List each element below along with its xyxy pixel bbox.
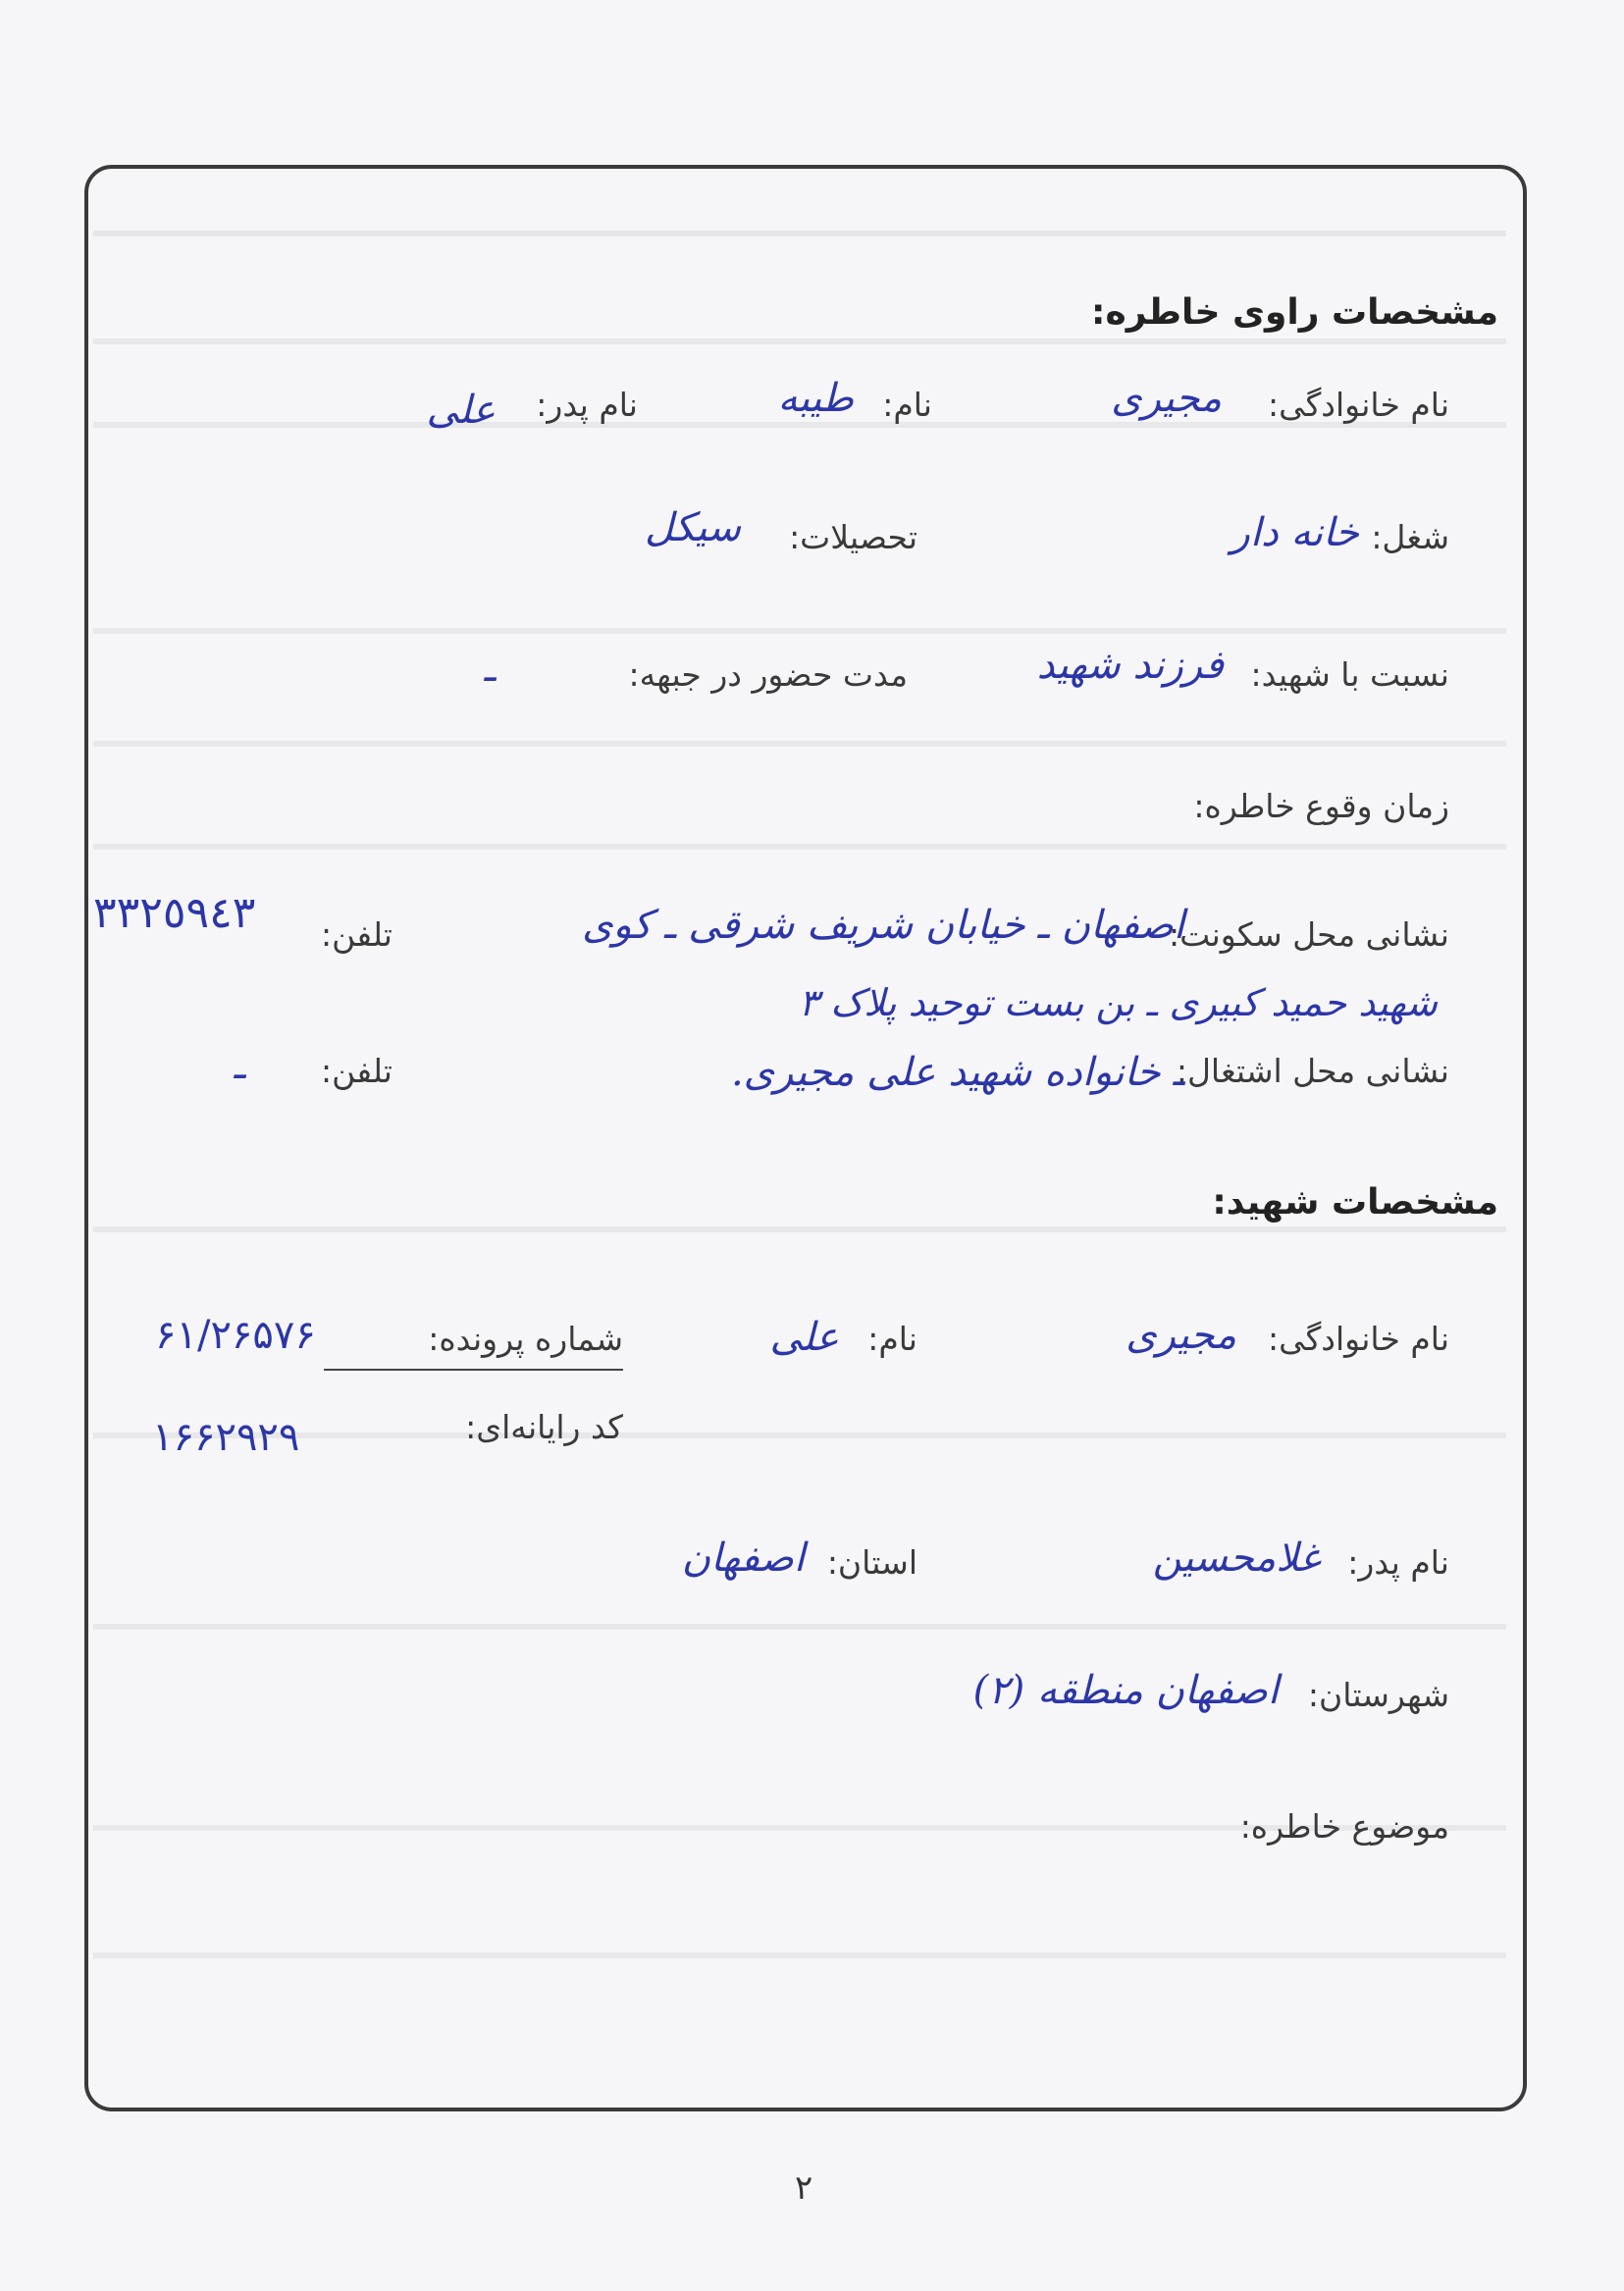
martyr-heading: مشخصات شهید: bbox=[1212, 1182, 1498, 1223]
narrator-father-value: علی bbox=[426, 388, 496, 433]
residence-phone-label: تلفن: bbox=[320, 915, 393, 954]
residence-address-label: نشانی محل سکونت: bbox=[1169, 915, 1449, 954]
memory-time-label: زمان وقوع خاطره: bbox=[1193, 787, 1449, 825]
work-phone-label: تلفن: bbox=[320, 1052, 393, 1090]
martyr-family-label: نام خانوادگی: bbox=[1267, 1320, 1449, 1358]
narrator-family-label: نام خانوادگی: bbox=[1267, 386, 1449, 424]
narrator-father-label: نام پدر: bbox=[536, 386, 638, 424]
martyr-city-label: شهرستان: bbox=[1307, 1676, 1449, 1714]
file-number-underline bbox=[324, 1369, 623, 1371]
martyr-family-value: مجیری bbox=[1126, 1313, 1236, 1358]
narrator-education-label: تحصیلات: bbox=[789, 518, 917, 556]
martyr-city-value: اصفهان منطقه (۲) bbox=[972, 1668, 1279, 1713]
narrator-front-duration-value: ـ bbox=[484, 646, 496, 691]
narrator-heading: مشخصات راوی خاطره: bbox=[1091, 292, 1498, 333]
narrator-relation-value: فرزند شهید bbox=[1036, 643, 1224, 688]
martyr-computer-code-label: کد رایانه‌ای: bbox=[465, 1408, 623, 1446]
work-phone-value: ـ bbox=[234, 1043, 245, 1088]
work-address-value: ـ خانواده شهید علی مجیری. bbox=[730, 1050, 1184, 1095]
martyr-province-value: اصفهان bbox=[681, 1536, 805, 1581]
martyr-name-value: علی bbox=[769, 1315, 839, 1360]
residence-address-line-1: اصفهان ـ خیابان شریف شرقی ـ کوی bbox=[582, 903, 1184, 948]
memory-topic-label: موضوع خاطره: bbox=[1239, 1807, 1449, 1846]
narrator-front-duration-label: مدت حضور در جبهه: bbox=[628, 655, 908, 694]
page-number: ٢ bbox=[795, 2168, 813, 2208]
martyr-father-label: نام پدر: bbox=[1347, 1543, 1449, 1582]
narrator-relation-label: نسبت با شهید: bbox=[1250, 655, 1449, 694]
martyr-province-label: استان: bbox=[826, 1543, 917, 1582]
narrator-name-value: طیبه bbox=[777, 376, 854, 421]
martyr-file-number-value: ۶۱/۲۶۵۷۶ bbox=[155, 1313, 316, 1358]
martyr-computer-code-value: ۱۶۶۲۹۲۹ bbox=[152, 1415, 300, 1460]
work-address-label: نشانی محل اشتغال: bbox=[1176, 1052, 1449, 1090]
narrator-job-label: شغل: bbox=[1371, 518, 1449, 556]
narrator-family-value: مجیری bbox=[1111, 376, 1222, 421]
narrator-education-value: سیکل bbox=[645, 505, 741, 550]
residence-phone-value: ۳۳۲٥٩٤٣ bbox=[93, 888, 256, 938]
residence-address-line-2: شهید حمید کبیری ـ بن بست توحید پلاک ۳ bbox=[798, 981, 1438, 1024]
narrator-job-value: خانه دار bbox=[1231, 510, 1359, 555]
narrator-name-label: نام: bbox=[882, 386, 932, 424]
martyr-file-number-label: شماره پرونده: bbox=[428, 1320, 623, 1358]
martyr-father-value: غلامحسین bbox=[1152, 1536, 1320, 1581]
martyr-name-label: نام: bbox=[867, 1320, 917, 1358]
